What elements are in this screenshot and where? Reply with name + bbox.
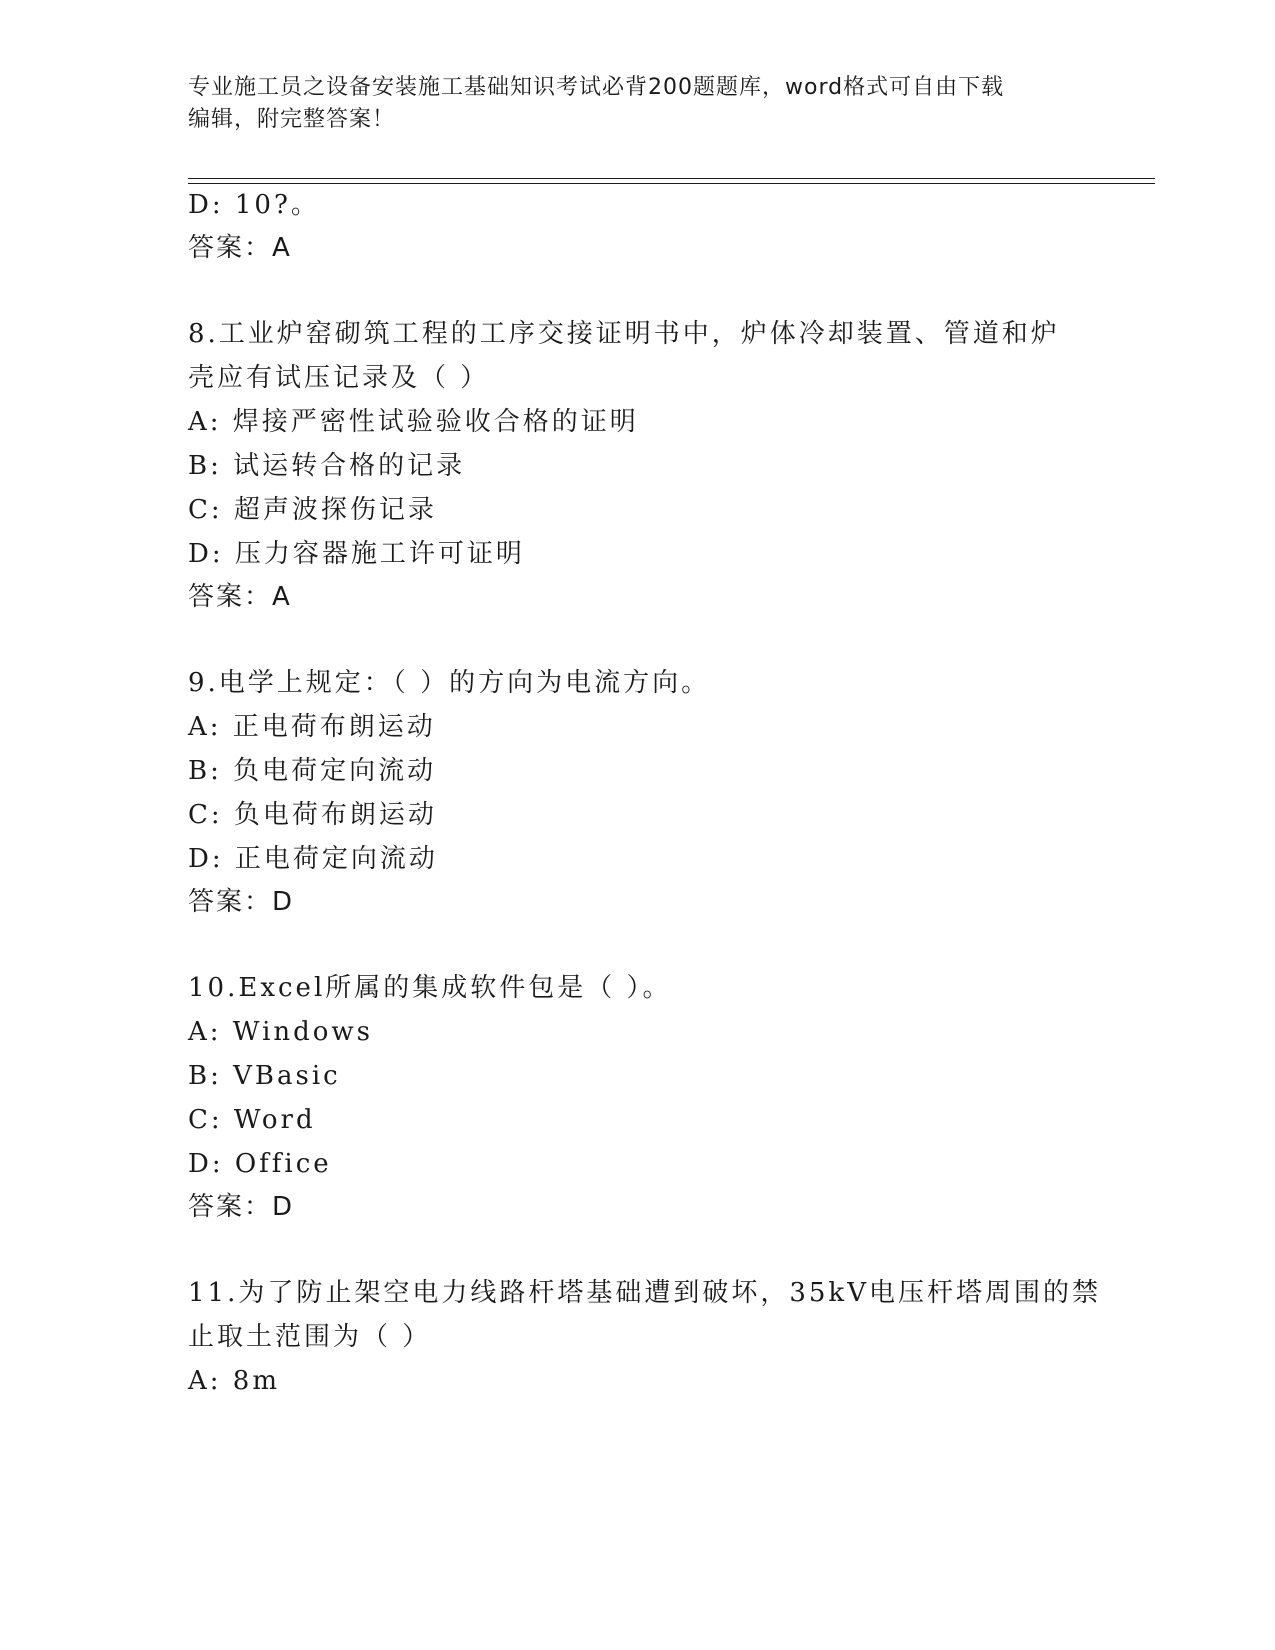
question-8-answer: 答案：A: [188, 582, 292, 612]
prev-answer: 答案：A: [188, 233, 292, 263]
document-header: [188, 72, 1068, 136]
question-10-option-a: A: Windows: [188, 1017, 374, 1047]
header-divider-top: [188, 178, 1155, 179]
question-8-option-a: A: 焊接严密性试验验收合格的证明: [188, 407, 639, 437]
question-9-stem-line-1: 9.电学上规定：（ ）的方向为电流方向。: [188, 668, 711, 698]
question-10-stem-line-1: 10.Excel所属的集成软件包是（ ）。: [188, 973, 672, 1003]
question-9-option-c: C: 负电荷布朗运动: [188, 800, 437, 830]
question-8-stem-line-1: 8.工业炉窑砌筑工程的工序交接证明书中，炉体冷却装置、管道和炉: [188, 319, 1060, 349]
question-8-option-d: D: 压力容器施工许可证明: [188, 539, 525, 569]
prev-option-d: D: 10?。: [188, 190, 320, 220]
question-8-option-c: C: 超声波探伤记录: [188, 495, 437, 525]
question-9-option-b: B: 负电荷定向流动: [188, 756, 437, 786]
question-10-option-b: B: VBasic: [188, 1061, 341, 1091]
question-10-option-c: C: Word: [188, 1105, 316, 1135]
question-8-option-b: B: 试运转合格的记录: [188, 451, 466, 481]
question-11-option-a: A: 8m: [188, 1366, 280, 1396]
question-8-stem-line-2: 壳应有试压记录及（ ）: [188, 363, 490, 393]
question-9-option-a: A: 正电荷布朗运动: [188, 712, 436, 742]
header-title-line-2: 编辑，附完整答案！: [188, 107, 396, 132]
question-11-stem-line-2: 止取土范围为（ ）: [188, 1322, 432, 1352]
question-10-answer: 答案：D: [188, 1192, 295, 1222]
header-title-line-1: 专业施工员之设备安装施工基础知识考试必背200题题库，word格式可自由下载: [188, 75, 1005, 100]
question-9-answer: 答案：D: [188, 887, 295, 917]
question-9-option-d: D: 正电荷定向流动: [188, 844, 438, 874]
header-divider-bottom: [188, 183, 1155, 184]
question-11-stem-line-1: 11.为了防止架空电力线路杆塔基础遭到破坏，35kV电压杆塔周围的禁: [188, 1278, 1101, 1308]
question-10-option-d: D: Office: [188, 1149, 332, 1179]
